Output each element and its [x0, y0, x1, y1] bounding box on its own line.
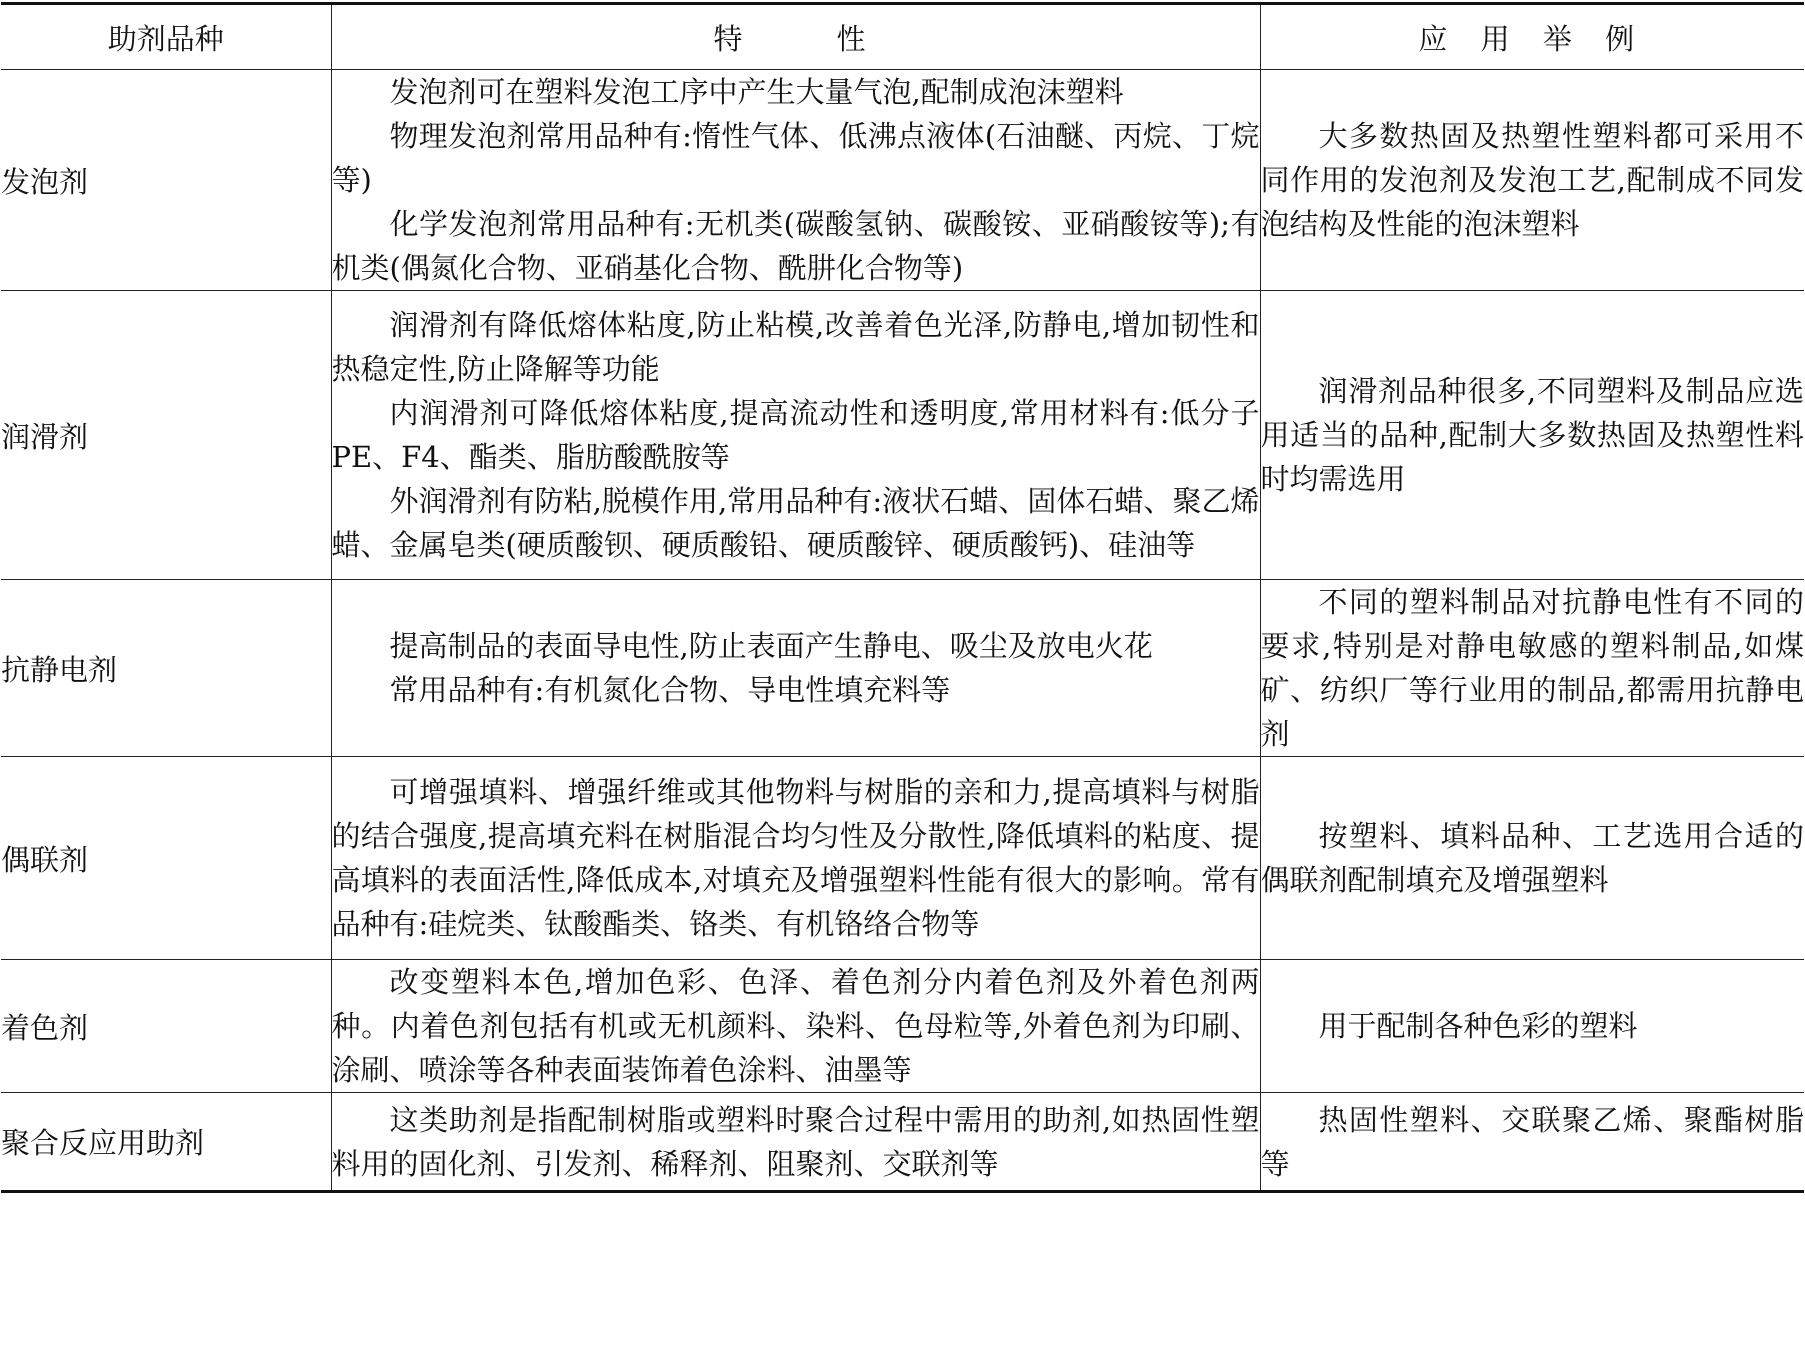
- property-paragraph: 物理发泡剂常用品种有:惰性气体、低沸点液体(石油醚、丙烷、丁烷等): [331, 119, 1260, 197]
- table-row: [1, 1093, 1804, 1192]
- property-paragraph: 这类助剂是指配制树脂或塑料时聚合过程中需用的助剂,如热固性塑料用的固化剂、引发剂、稀释剂、阻聚剂、交联剂等: [331, 1102, 1260, 1181]
- header-row: [1, 4, 1804, 70]
- additive-name: 偶联剂: [1, 757, 331, 960]
- application-cell: [1260, 960, 1804, 1093]
- property-paragraph: 常用品种有:有机氮化合物、导电性填充料等: [389, 673, 951, 707]
- property-paragraph: 改变塑料本色,增加色彩、色泽、着色剂分内着色剂及外着色剂两种。内着色剂包括有机或无机颜料、染料、色母粒等,外着色剂为印刷、涂刷、喷涂等各种表面装饰着色涂料、油墨等: [331, 965, 1260, 1087]
- header-additive-type: 助剂品种: [1, 4, 331, 70]
- application-text: 用于配制各种色彩的塑料: [1318, 1009, 1638, 1043]
- application-text: 大多数热固及热塑性塑料都可采用不同作用的发泡剂及发泡工艺,配制成不同发泡结构及性能的泡沫塑料: [1260, 119, 1804, 241]
- additive-name: 抗静电剂: [1, 580, 331, 757]
- table-row: [1, 291, 1804, 580]
- properties-cell: [331, 580, 1260, 757]
- table-row: [1, 960, 1804, 1093]
- application-cell: [1260, 70, 1804, 291]
- application-text: 热固性塑料、交联聚乙烯、聚酯树脂等: [1260, 1102, 1804, 1181]
- application-cell: [1260, 291, 1804, 580]
- table-row: [1, 580, 1804, 757]
- table-row: [1, 70, 1804, 291]
- property-paragraph: 可增强填料、增强纤维或其他物料与树脂的亲和力,提高填料与树脂的结合强度,提高填充料在树脂混合均匀性及分散性,降低填料的粘度、提高填料的表面活性,降低成本,对填充及增强塑料性能有很大的影响。常有品种有:硅烷类、钛酸酯类、铬类、有机铬络合物等: [331, 775, 1260, 941]
- header-application: 应 用 举 例: [1260, 4, 1804, 70]
- header-properties: 特 性: [331, 4, 1260, 70]
- properties-cell: [331, 291, 1260, 580]
- property-paragraph: 润滑剂有降低熔体粘度,防止粘模,改善着色光泽,防静电,增加韧性和热稳定性,防止降解等功能: [331, 308, 1260, 386]
- additive-name: 润滑剂: [1, 291, 331, 580]
- property-paragraph: 内润滑剂可降低熔体粘度,提高流动性和透明度,常用材料有:低分子 PE、F4、酯类、脂肪酸酰胺等: [331, 396, 1260, 474]
- additive-name: 发泡剂: [1, 70, 331, 291]
- property-paragraph: 发泡剂可在塑料发泡工序中产生大量气泡,配制成泡沫塑料: [389, 75, 1124, 109]
- property-paragraph: 外润滑剂有防粘,脱模作用,常用品种有:液状石蜡、固体石蜡、聚乙烯蜡、金属皂类(硬质酸钡、硬质酸铅、硬质酸锌、硬质酸钙)、硅油等: [331, 484, 1260, 562]
- additives-table: [1, 2, 1804, 1193]
- properties-cell: [331, 70, 1260, 291]
- property-paragraph: 提高制品的表面导电性,防止表面产生静电、吸尘及放电火花: [389, 629, 1153, 663]
- additive-name: 聚合反应用助剂: [1, 1093, 331, 1192]
- additive-name: 着色剂: [1, 960, 331, 1093]
- property-paragraph: 化学发泡剂常用品种有:无机类(碳酸氢钠、碳酸铵、亚硝酸铵等);有机类(偶氮化合物、亚硝基化合物、酰肼化合物等): [331, 207, 1260, 285]
- properties-cell: [331, 1093, 1260, 1192]
- table-row: [1, 757, 1804, 960]
- application-text: 不同的塑料制品对抗静电性有不同的要求,特别是对静电敏感的塑料制品,如煤矿、纺织厂等行业用的制品,都需用抗静电剂: [1260, 585, 1804, 751]
- application-cell: [1260, 580, 1804, 757]
- application-cell: [1260, 1093, 1804, 1192]
- application-cell: [1260, 757, 1804, 960]
- application-text: 润滑剂品种很多,不同塑料及制品应选用适当的品种,配制大多数热固及热塑性料时均需选用: [1260, 374, 1804, 496]
- application-text: 按塑料、填料品种、工艺选用合适的偶联剂配制填充及增强塑料: [1260, 819, 1804, 897]
- properties-cell: [331, 757, 1260, 960]
- properties-cell: [331, 960, 1260, 1093]
